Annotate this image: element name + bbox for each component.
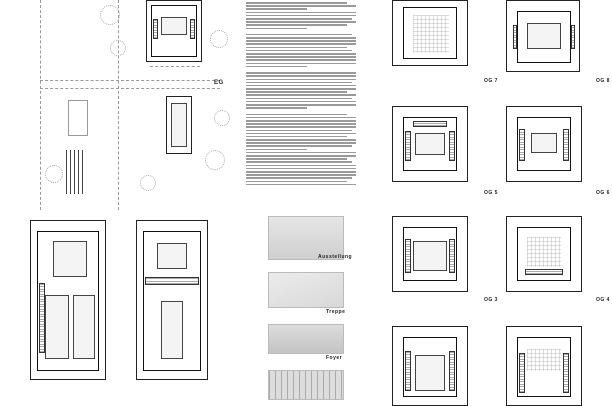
text-line (246, 91, 347, 93)
text-line (246, 142, 356, 144)
text-line (246, 79, 356, 81)
text-line (246, 107, 307, 109)
text-line (246, 88, 356, 90)
og8-floor-plan (506, 0, 580, 72)
og2-stair-right (563, 353, 569, 393)
text-line (246, 24, 347, 26)
text-line (246, 94, 356, 96)
text-line (246, 63, 356, 65)
text-line (246, 123, 356, 125)
caption-hall: Ausstellung (318, 254, 353, 260)
section-long (30, 220, 106, 380)
section-long-room-1 (53, 241, 87, 277)
photo-foyer (268, 324, 344, 354)
text-line (246, 21, 356, 23)
og3-stair-right (449, 239, 455, 273)
text-line (246, 136, 347, 138)
og4-hatch (527, 237, 561, 267)
text-line (246, 18, 352, 20)
text-line (246, 34, 352, 36)
photo-gallery (268, 370, 344, 400)
text-line (246, 145, 352, 147)
section-long-room-2 (45, 295, 69, 359)
annex-plan (166, 96, 192, 154)
tree-6 (45, 165, 63, 183)
text-line (246, 130, 352, 132)
text-line (246, 158, 347, 160)
description-text-block (246, 2, 356, 192)
text-line (246, 98, 352, 100)
eg-stair-right (190, 19, 195, 39)
og2-stair-left (519, 353, 525, 393)
photo-stair (268, 272, 344, 308)
og6-stair-right (563, 129, 569, 161)
eg-stair-left (153, 19, 158, 39)
og6-label: OG 6 (596, 190, 610, 196)
site-boundary-mid (118, 0, 119, 210)
og6-core (531, 133, 557, 153)
text-line (246, 168, 356, 170)
text-line (246, 139, 356, 141)
text-line (246, 47, 347, 49)
text-line (246, 82, 352, 84)
text-line (246, 37, 356, 39)
og8-stair-left (513, 25, 517, 49)
text-line (246, 104, 356, 106)
text-line (246, 53, 356, 55)
section-cross (136, 220, 208, 380)
text-line (246, 75, 356, 77)
section-long-stair (39, 283, 45, 353)
text-line (246, 85, 356, 87)
text-line (246, 152, 356, 154)
og8-core (527, 23, 561, 49)
og4-label: OG 4 (596, 297, 610, 303)
site-plan-label: EG (214, 80, 224, 86)
text-line (246, 56, 356, 58)
og3-label: OG 3 (484, 297, 498, 303)
eg-plinth (150, 66, 200, 67)
og5-label: OG 5 (484, 190, 498, 196)
site-boundary-left (40, 0, 41, 210)
text-line (246, 40, 356, 42)
tree-1 (100, 5, 120, 25)
text-line (246, 72, 356, 74)
og5-stair-left (405, 131, 411, 161)
section-cross-room-2 (161, 301, 183, 359)
og2-floor-plan (506, 326, 582, 406)
tree-7 (140, 175, 156, 191)
text-line (246, 161, 352, 163)
og1-stair-left (405, 351, 411, 391)
text-line (246, 101, 356, 103)
text-line (246, 50, 352, 52)
text-line (246, 133, 356, 135)
og6-floor-plan (506, 106, 582, 182)
text-line (246, 12, 356, 14)
og7-hatch (413, 15, 449, 53)
text-line (246, 5, 356, 7)
og3-core (413, 241, 447, 271)
og5-stair-top (413, 121, 447, 127)
text-line (246, 120, 356, 122)
og7-label: OG 7 (484, 78, 498, 84)
og8-label: OG 8 (596, 78, 610, 84)
text-line (246, 184, 356, 186)
text-line (246, 149, 307, 151)
text-line (246, 165, 356, 167)
text-line (246, 59, 356, 61)
text-line (246, 2, 347, 4)
og1-floor-plan (392, 326, 468, 406)
og8-stair-right (571, 25, 575, 49)
og2-hatch (527, 349, 561, 371)
og3-floor-plan (392, 216, 468, 292)
text-line (246, 15, 356, 17)
og1-stair-right (449, 351, 455, 391)
text-line (246, 8, 307, 10)
text-line (246, 114, 347, 116)
section-cross-stair (145, 277, 199, 285)
text-line (246, 171, 356, 173)
site-street-line-2 (40, 88, 220, 89)
section-cross-room-1 (157, 243, 187, 269)
tree-2 (110, 40, 126, 56)
text-line (246, 177, 352, 179)
og7-floor-plan (392, 0, 468, 66)
tree-5 (205, 150, 225, 170)
site-block (68, 100, 88, 136)
text-line (246, 155, 356, 157)
og5-core (415, 133, 445, 155)
annex-core (171, 103, 187, 147)
og5-floor-plan (392, 106, 468, 182)
text-line (246, 126, 356, 128)
tree-4 (214, 110, 230, 126)
caption-stair: Treppe (326, 309, 346, 315)
text-line (246, 28, 307, 30)
eg-floor-plan (146, 0, 202, 62)
text-line (246, 174, 356, 176)
text-line (246, 117, 356, 119)
caption-foyer: Foyer (326, 355, 343, 361)
section-long-room-3 (73, 295, 95, 359)
og3-stair-left (405, 239, 411, 273)
text-line (246, 43, 356, 45)
og1-core (415, 355, 445, 391)
parking-block (66, 150, 86, 194)
og5-stair-right (449, 131, 455, 161)
tree-3 (210, 30, 228, 48)
site-street-line (40, 80, 220, 81)
og4-floor-plan (506, 216, 582, 292)
og6-stair-left (519, 129, 525, 161)
og4-stair-bottom (525, 269, 563, 275)
text-line (246, 66, 307, 68)
eg-core-room (161, 17, 187, 35)
text-line (246, 181, 347, 183)
